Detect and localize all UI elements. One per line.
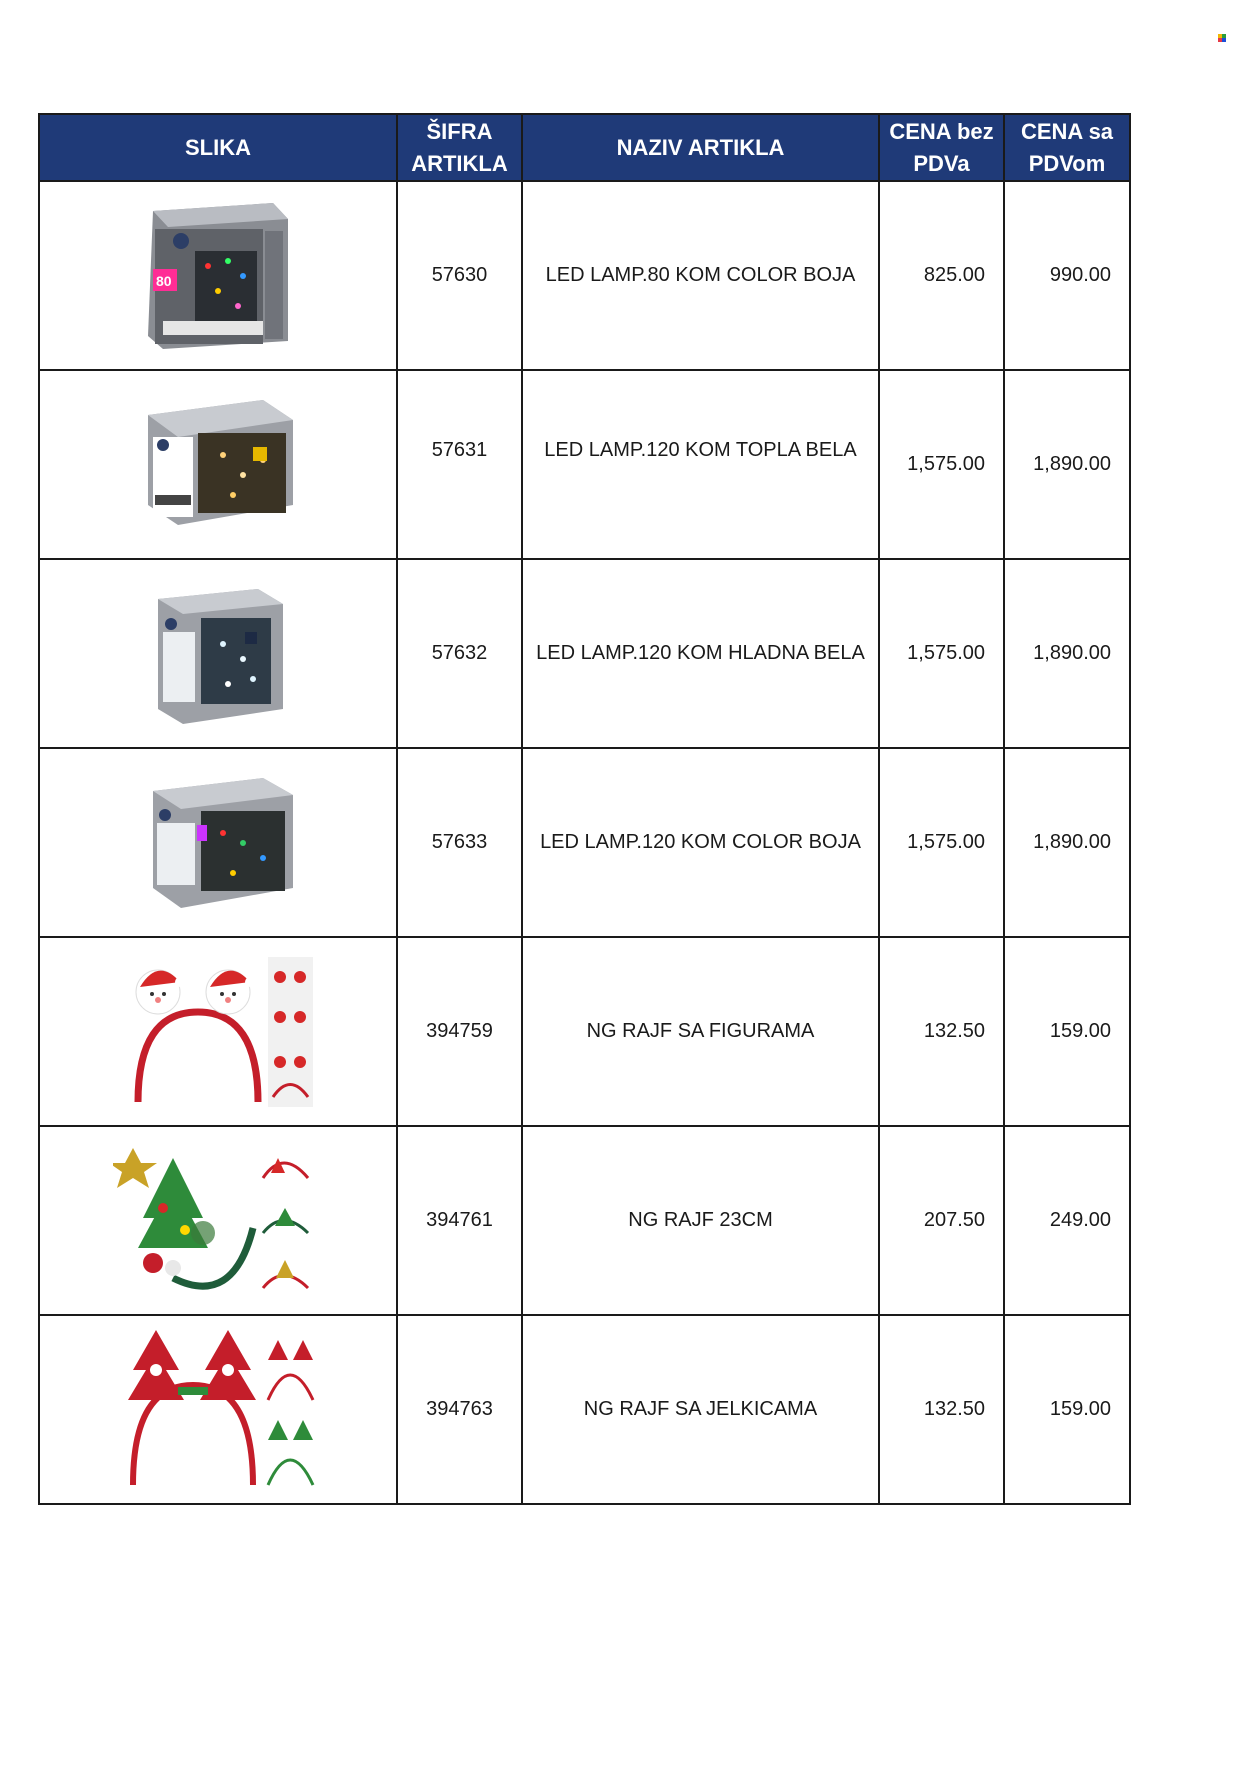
product-image-cell xyxy=(39,559,397,748)
product-code: 394761 xyxy=(397,1126,522,1315)
product-image-cell xyxy=(39,181,397,370)
product-code: 394759 xyxy=(397,937,522,1126)
price-gross: 1,890.00 xyxy=(1004,370,1130,559)
header-price-net: CENA bez PDVa xyxy=(879,114,1004,181)
table-header-row xyxy=(39,114,1130,181)
led-lights-box-image xyxy=(133,574,303,734)
product-image-cell xyxy=(39,1315,397,1504)
header-price-gross: CENA sa PDVom xyxy=(1004,114,1130,181)
header-image: SLIKA xyxy=(39,114,397,181)
price-net: 132.50 xyxy=(879,1315,1004,1504)
price-gross: 249.00 xyxy=(1004,1126,1130,1315)
product-image-cell xyxy=(39,748,397,937)
led-lights-box-image xyxy=(133,191,303,361)
price-net: 207.50 xyxy=(879,1126,1004,1315)
header-code: ŠIFRA ARTIKLA xyxy=(397,114,522,181)
product-image-cell xyxy=(39,1126,397,1315)
price-net: 1,575.00 xyxy=(879,370,1004,559)
price-net: 825.00 xyxy=(879,181,1004,370)
product-image-cell xyxy=(39,370,397,559)
table-row xyxy=(39,1126,1130,1315)
led-lights-box-image xyxy=(133,763,303,923)
price-gross: 1,890.00 xyxy=(1004,748,1130,937)
price-net: 132.50 xyxy=(879,937,1004,1126)
product-name: NG RAJF SA JELKICAMA xyxy=(522,1315,879,1504)
price-net: 1,575.00 xyxy=(879,748,1004,937)
product-image-cell xyxy=(39,937,397,1126)
table-row xyxy=(39,181,1130,370)
price-gross: 159.00 xyxy=(1004,937,1130,1126)
price-net: 1,575.00 xyxy=(879,559,1004,748)
corner-logo-mark xyxy=(1218,34,1227,43)
product-code: 57630 xyxy=(397,181,522,370)
table-row xyxy=(39,370,1130,559)
santa-headband-image xyxy=(118,952,318,1112)
table-row xyxy=(39,1315,1130,1504)
product-code: 57633 xyxy=(397,748,522,937)
svg-text:80: 80 xyxy=(156,272,172,289)
led-lights-box-image xyxy=(133,385,303,545)
product-name: NG RAJF SA FIGURAMA xyxy=(522,937,879,1126)
product-name: NG RAJF 23CM xyxy=(522,1126,879,1315)
table-row xyxy=(39,748,1130,937)
product-code: 394763 xyxy=(397,1315,522,1504)
price-table xyxy=(38,113,1131,1505)
table-row xyxy=(39,559,1130,748)
product-name: LED LAMP.120 KOM TOPLA BELA xyxy=(522,370,879,559)
price-gross: 159.00 xyxy=(1004,1315,1130,1504)
table-row xyxy=(39,937,1130,1126)
fir-tree-headband-image xyxy=(118,1325,318,1495)
product-name: LED LAMP.80 KOM COLOR BOJA xyxy=(522,181,879,370)
christmas-tree-headband-image xyxy=(113,1138,323,1303)
product-name: LED LAMP.120 KOM HLADNA BELA xyxy=(522,559,879,748)
price-gross: 1,890.00 xyxy=(1004,559,1130,748)
price-gross: 990.00 xyxy=(1004,181,1130,370)
product-name: LED LAMP.120 KOM COLOR BOJA xyxy=(522,748,879,937)
product-code: 57632 xyxy=(397,559,522,748)
header-name: NAZIV ARTIKLA xyxy=(522,114,879,181)
product-code: 57631 xyxy=(397,370,522,559)
